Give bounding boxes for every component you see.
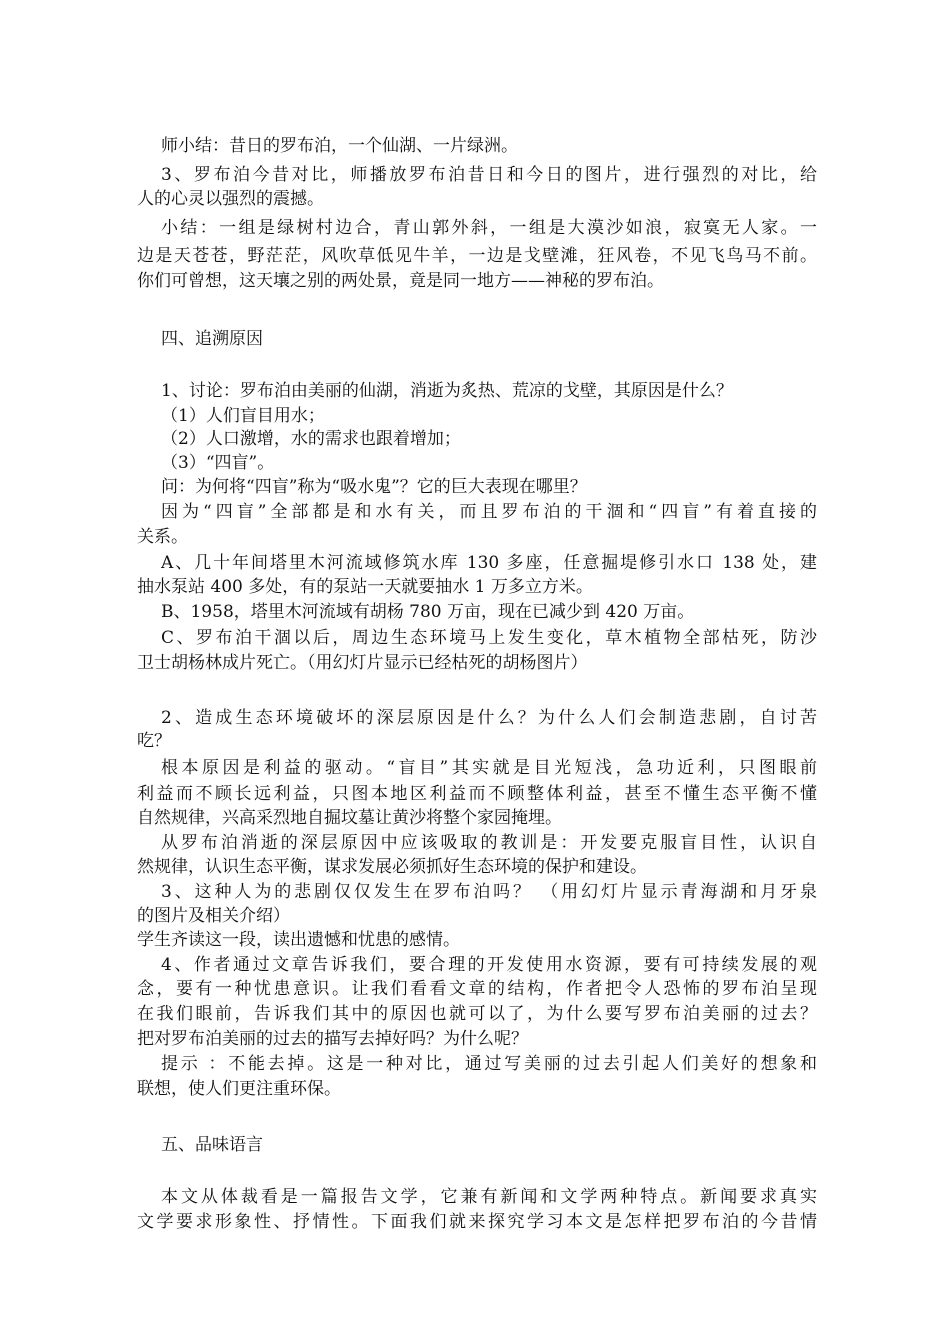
text-line: 念，要有一种忧患意识。让我们看看文章的结构，作者把令人恐怖的罗布泊呈现 <box>137 979 817 999</box>
text-line: 利益而不顾长远利益，只图本地区利益而不顾整体利益，甚至不懂生态平衡不懂 <box>137 784 817 804</box>
text-line: 吃？ <box>137 731 171 751</box>
text-line: 四、追溯原因 <box>161 329 263 349</box>
text-line: A、几十年间塔里木河流域修筑水库 130 多座，任意掘堤修引水口 138 处，建 <box>161 553 817 573</box>
text-line: 的图片及相关介绍） <box>137 906 290 926</box>
text-line: 然规律，认识生态平衡，谋求发展必须抓好生态环境的保护和建设。 <box>137 857 647 877</box>
text-line: C、罗布泊干涸以后，周边生态环境马上发生变化，草木植物全部枯死，防沙 <box>161 628 817 648</box>
text-line: 问：为何将“四盲”称为“吸水鬼”？它的巨大表现在哪里？ <box>161 477 587 497</box>
text-line: B、1958，塔里木河流域有胡杨 780 万亩，现在已减少到 420 万亩。 <box>161 602 695 622</box>
text-line: 从罗布泊消逝的深层原因中应该吸取的教训是：开发要克服盲目性，认识自 <box>161 833 817 853</box>
text-line: 卫士胡杨林成片死亡。（用幻灯片显示已经枯死的胡杨图片） <box>137 653 588 673</box>
text-line: 人的心灵以强烈的震撼。 <box>137 189 324 209</box>
text-line: 根本原因是利益的驱动。“盲目”其实就是目光短浅，急功近利，只图眼前 <box>161 758 817 778</box>
text-line: （3）“四盲”。 <box>161 453 275 473</box>
text-line: 学生齐读这一段，读出遗憾和忧患的感情。 <box>137 930 460 950</box>
text-line: 1、讨论：罗布泊由美丽的仙湖，消逝为炙热、荒凉的戈壁，其原因是什么？ <box>161 381 733 401</box>
text-line: 因为“四盲”全部都是和水有关，而且罗布泊的干涸和“四盲”有着直接的 <box>161 502 817 522</box>
text-line: 边是天苍苍，野茫茫，风吹草低见牛羊，一边是戈壁滩，狂风卷，不见飞鸟马不前。 <box>137 246 817 266</box>
text-line: 4、作者通过文章告诉我们，要合理的开发使用水资源，要有可持续发展的观 <box>161 955 817 975</box>
text-line: 提示 ：不能去掉。这是一种对比，通过写美丽的过去引起人们美好的想象和 <box>161 1054 817 1074</box>
text-line: 你们可曾想，这天壤之别的两处景，竟是同一地方——神秘的罗布泊。 <box>137 271 664 291</box>
text-line: 3、这种人为的悲剧仅仅发生在罗布泊吗？ （用幻灯片显示青海湖和月牙泉 <box>161 882 817 902</box>
text-line: 自然规律，兴高采烈地自掘坟墓让黄沙将整个家园掩埋。 <box>137 808 562 828</box>
text-line: （1）人们盲目用水； <box>161 406 325 426</box>
text-line: 小结：一组是绿树村边合，青山郭外斜，一组是大漠沙如浪，寂寞无人家。一 <box>161 218 817 238</box>
text-line: 本文从体裁看是一篇报告文学，它兼有新闻和文学两种特点。新闻要求真实 <box>161 1187 817 1207</box>
text-line: 关系。 <box>137 527 188 547</box>
text-line: 联想，使人们更注重环保。 <box>137 1079 341 1099</box>
text-line: 五、品味语言 <box>161 1135 263 1155</box>
text-line: 把对罗布泊美丽的过去的描写去掉好吗？为什么呢？ <box>137 1029 528 1049</box>
text-line: 文学要求形象性、抒情性。下面我们就来探究学习本文是怎样把罗布泊的今昔情 <box>137 1212 817 1232</box>
text-line: （2）人口激增，水的需求也跟着增加； <box>161 429 461 449</box>
text-line: 师小结：昔日的罗布泊，一个仙湖、一片绿洲。 <box>161 136 518 156</box>
text-line: 3、罗布泊今昔对比，师播放罗布泊昔日和今日的图片，进行强烈的对比，给 <box>161 165 817 185</box>
text-line: 抽水泵站 400 多处，有的泵站一天就要抽水 1 万多立方米。 <box>137 577 593 597</box>
text-line: 在我们眼前，告诉我们其中的原因也就可以了，为什么要写罗布泊美丽的过去？ <box>137 1004 817 1024</box>
text-line: 2、造成生态环境破坏的深层原因是什么？为什么人们会制造悲剧，自讨苦 <box>161 708 817 728</box>
